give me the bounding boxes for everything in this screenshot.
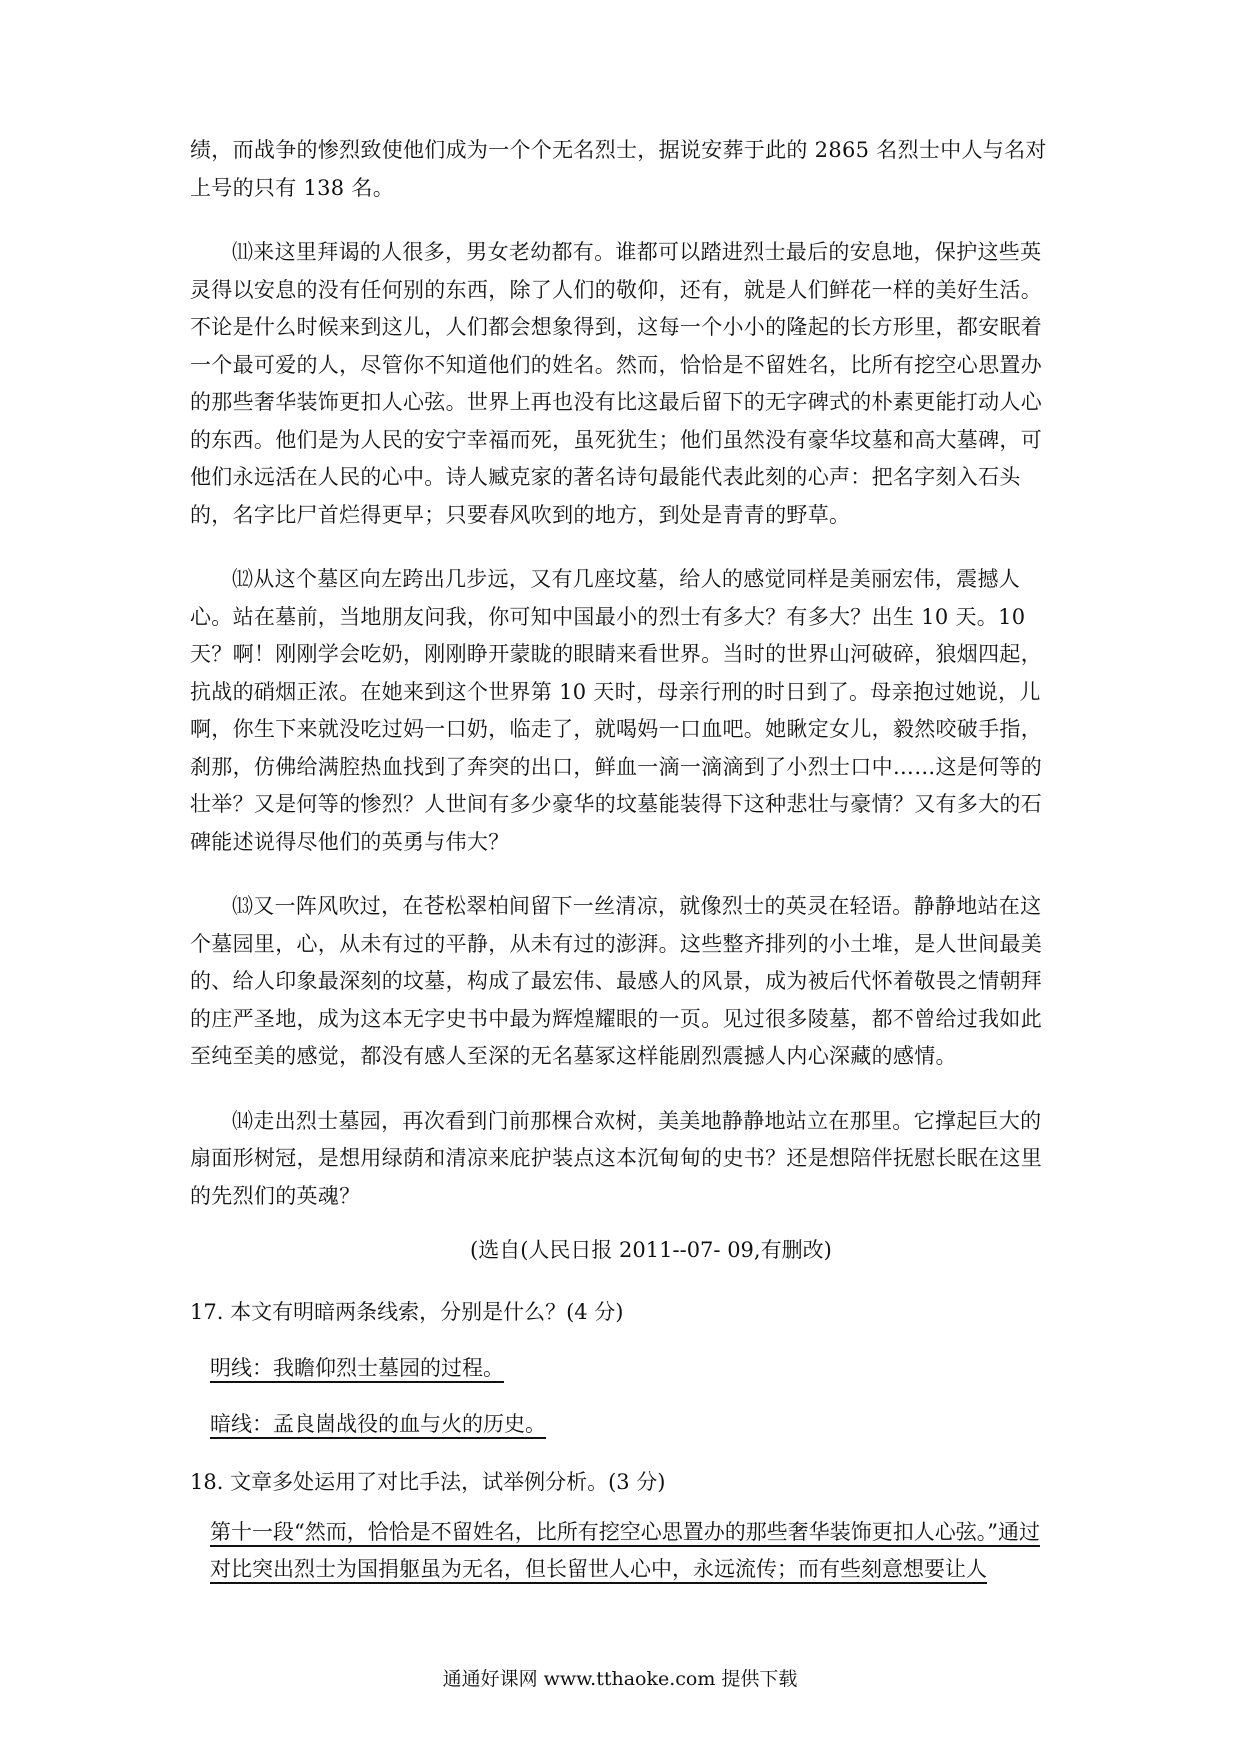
answer-17-dark-line: 暗线：孟良崮战役的血与火的历史。 bbox=[210, 1412, 546, 1436]
paragraph-14: ⒁走出烈士墓园，再次看到门前那棵合欢树，美美地静静地站立在那里。它撑起巨大的扇面形树冠，是想用绿荫和清凉来庇护装点这本沉甸甸的史书？还是想陪伴抚慰长眠在这里的先烈们的英魂？ bbox=[190, 1108, 1042, 1208]
paragraph-11: ⑾来这里拜谒的人很多，男女老幼都有。谁都可以踏进烈士最后的安息地，保护这些英灵得以安息的没有任何别的东西，除了人们的敬仰，还有，就是人们鲜花一样的美好生活。不论是什么时候来到这儿，人们都会想象得到，这每一个小小的隆起的长方形里，都安眠着一个最可爱的人，尽管你不知道他们的姓名。然而，恰恰是不留姓名，比所有挖空心思置办的那些奢华装饰更扣人心弦。世界上再也没有比这最后留下的无字碑式的朴素更能打动人心的东西。他们是为人民的安宁幸福而死，虽死犹生；他们虽然没有豪华坟墓和高大墓碑，可他们永远活在人民的心中。诗人臧克家的著名诗句最能代表此刻的心声：把名字刻入石头的，名字比尸首烂得更早；只要春风吹到的地方，到处是青青的野草。 bbox=[190, 240, 1042, 527]
answer-18: 第十一段“然而，恰恰是不留姓名，比所有挖空心思置办的那些奢华装饰更扣人心弦。”通过对比突出烈士为国捐躯虽为无名，但长留世人心中，永远流传；而有些刻意想要让人 bbox=[210, 1520, 1040, 1581]
article-body bbox=[190, 132, 1060, 1215]
paragraph-13: ⒀又一阵风吹过，在苍松翠柏间留下一丝清凉，就像烈士的英灵在轻语。静静地站在这个墓园里，心，从未有过的平静，从未有过的澎湃。这些整齐排列的小土堆，是人世间最美的、给人印象最深刻的坟墓，构成了最宏伟、最感人的风景，成为被后代怀着敬畏之情朝拜的庄严圣地，成为这本无字史书中最为辉煌耀眼的一页。见过很多陵墓，都不曾给过我如此至纯至美的感觉，都没有感人至深的无名墓冢这样能剧烈震撼人内心深藏的感情。 bbox=[190, 894, 1042, 1068]
paragraph-12: ⑿从这个墓区向左跨出几步远，又有几座坟墓，给人的感觉同样是美丽宏伟，震撼人心。站在墓前，当地朋友问我，你可知中国最小的烈士有多大？有多大？出生 10 天。10 天？啊！刚刚学会吃奶，刚刚睁开蒙眬的眼睛来看世界。当时的世界山河破碎，狼烟四起，抗战的硝烟正浓。在她来到这个世界第 10 天时，母亲行刑的时日到了。母亲抱过她说，儿啊，你生下来就没吃过妈一口奶，临走了，就喝妈一口血吧。她瞅定女儿，毅然咬破手指，刹那，仿佛给满腔热血找到了奔突的出口，鲜血一滴一滴滴到了小烈士口中……这是何等的壮举？又是何等的惨烈？人世间有多少豪华的坟墓能装得下这种悲壮与豪情？又有多大的石碑能述说得尽他们的英勇与伟大？ bbox=[190, 567, 1042, 854]
source-citation: (选自(人民日报 2011--07- 09,有删改) bbox=[470, 1238, 832, 1262]
paragraph-10-tail: 绩，而战争的惨烈致使他们成为一个个无名烈士，据说安葬于此的 2865 名烈士中人与名对上号的只有 138 名。 bbox=[190, 138, 1047, 200]
answer-17-light-line: 明线：我瞻仰烈士墓园的过程。 bbox=[210, 1356, 504, 1380]
question-18: 18. 文章多处运用了对比手法，试举例分析。(3 分) bbox=[190, 1470, 666, 1494]
question-17: 17. 本文有明暗两条线索，分别是什么？(4 分) bbox=[190, 1300, 624, 1324]
page-footer: 通通好课网 www.tthaoke.com 提供下载 bbox=[442, 1668, 798, 1690]
